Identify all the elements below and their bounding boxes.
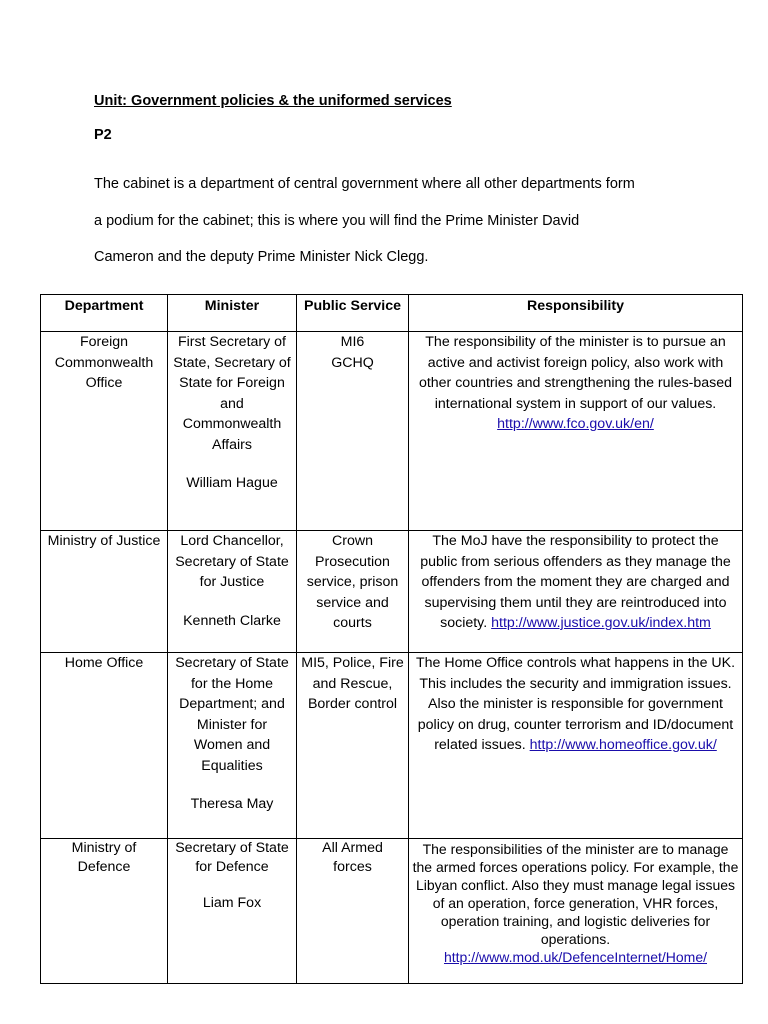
- department-cell: Ministry of Defence: [41, 839, 168, 984]
- minister-cell: [168, 839, 297, 984]
- homeoffice-link[interactable]: http://www.homeoffice.gov.uk/: [529, 737, 717, 753]
- intro-line: Cameron and the deputy Prime Minister Nick Clegg.: [94, 249, 429, 265]
- minister-cell: [168, 531, 297, 653]
- table-row: [41, 653, 743, 839]
- header-minister: Minister: [168, 295, 297, 332]
- public-service-item: MI5, Police, Fire and Rescue, Border control: [301, 655, 404, 712]
- minister-cell: [168, 332, 297, 531]
- intro-line: The cabinet is a department of central government where all other departments form: [94, 176, 635, 192]
- responsibility-cell: [409, 531, 743, 653]
- table-header-row: [41, 295, 743, 332]
- intro-line: a podium for the cabinet; this is where you will find the Prime Minister David: [94, 212, 580, 229]
- public-service-item: Crown Prosecution service, prison service and courts: [306, 533, 399, 631]
- minister-name: William Hague: [186, 475, 278, 491]
- public-service-cell: [297, 531, 409, 653]
- table-row: [41, 839, 743, 984]
- mod-link[interactable]: http://www.mod.uk/DefenceInternet/Home/: [443, 949, 707, 965]
- public-service-item: All Armed forces: [322, 840, 383, 875]
- responsibility-text: The responsibilities of the minister are to manage the armed forces operations policy. For example, the Libyan conflict. Also they must manage legal issues of an operation, force generation, VHR forces, operation training, and logistic deliveries for operations.: [412, 841, 739, 947]
- minister-title: Secretary of State for the Home Department; and Minister for Women and Equalities: [175, 655, 289, 774]
- minister-cell: [168, 653, 297, 839]
- header-department: Department: [41, 295, 168, 332]
- public-service-cell: [297, 839, 409, 984]
- public-service-item: MI6: [340, 334, 365, 350]
- department-cell: Home Office: [41, 653, 168, 839]
- header-public-service: Public Service: [297, 295, 409, 332]
- department-cell: Foreign Commonwealth Office: [41, 332, 168, 531]
- header-responsibility: Responsibility: [409, 295, 743, 332]
- justice-link[interactable]: http://www.justice.gov.uk/index.htm: [491, 615, 711, 631]
- minister-name: Kenneth Clarke: [183, 612, 281, 629]
- minister-name: Liam Fox: [202, 895, 262, 911]
- table-row: [41, 332, 743, 531]
- minister-title: First Secretary of State, Secretary of State for Foreign and Commonwealth Affairs: [173, 334, 291, 453]
- section-label: P2: [94, 127, 112, 143]
- responsibility-cell: [409, 653, 743, 839]
- responsibility-text: The MoJ have the responsibility to protect the public from serious offenders as they manage the offenders from the moment they are charged and supervising them until they are reintroduced into society.: [420, 533, 731, 631]
- public-service-cell: [297, 653, 409, 839]
- responsibility-text: The Home Office controls what happens in the UK. This includes the security and immigration issues. Also the minister is responsible for government policy on drug, counter terrorism and ID/document related issues.: [415, 655, 736, 753]
- minister-name: Theresa May: [190, 796, 274, 812]
- unit-title: Unit: Government policies & the uniformed services: [94, 93, 452, 109]
- intro-paragraph: [94, 174, 635, 284]
- responsibility-cell: [409, 332, 743, 531]
- responsibility-cell: [409, 839, 743, 984]
- public-service-item: GCHQ: [331, 354, 374, 371]
- minister-title: Secretary of State for Defence: [175, 840, 289, 875]
- table-row: [41, 531, 743, 653]
- fco-link[interactable]: http://www.fco.gov.uk/en/: [497, 416, 654, 432]
- responsibility-text: The responsibility of the minister is to pursue an active and activist foreign policy, also work with other countries and strengthening the rules-based international system in support of our values.: [418, 334, 733, 412]
- department-cell: Ministry of Justice: [41, 531, 168, 653]
- minister-title: Lord Chancellor, Secretary of State for Justice: [175, 533, 289, 590]
- public-service-cell: [297, 332, 409, 531]
- ministers-table: [40, 294, 743, 984]
